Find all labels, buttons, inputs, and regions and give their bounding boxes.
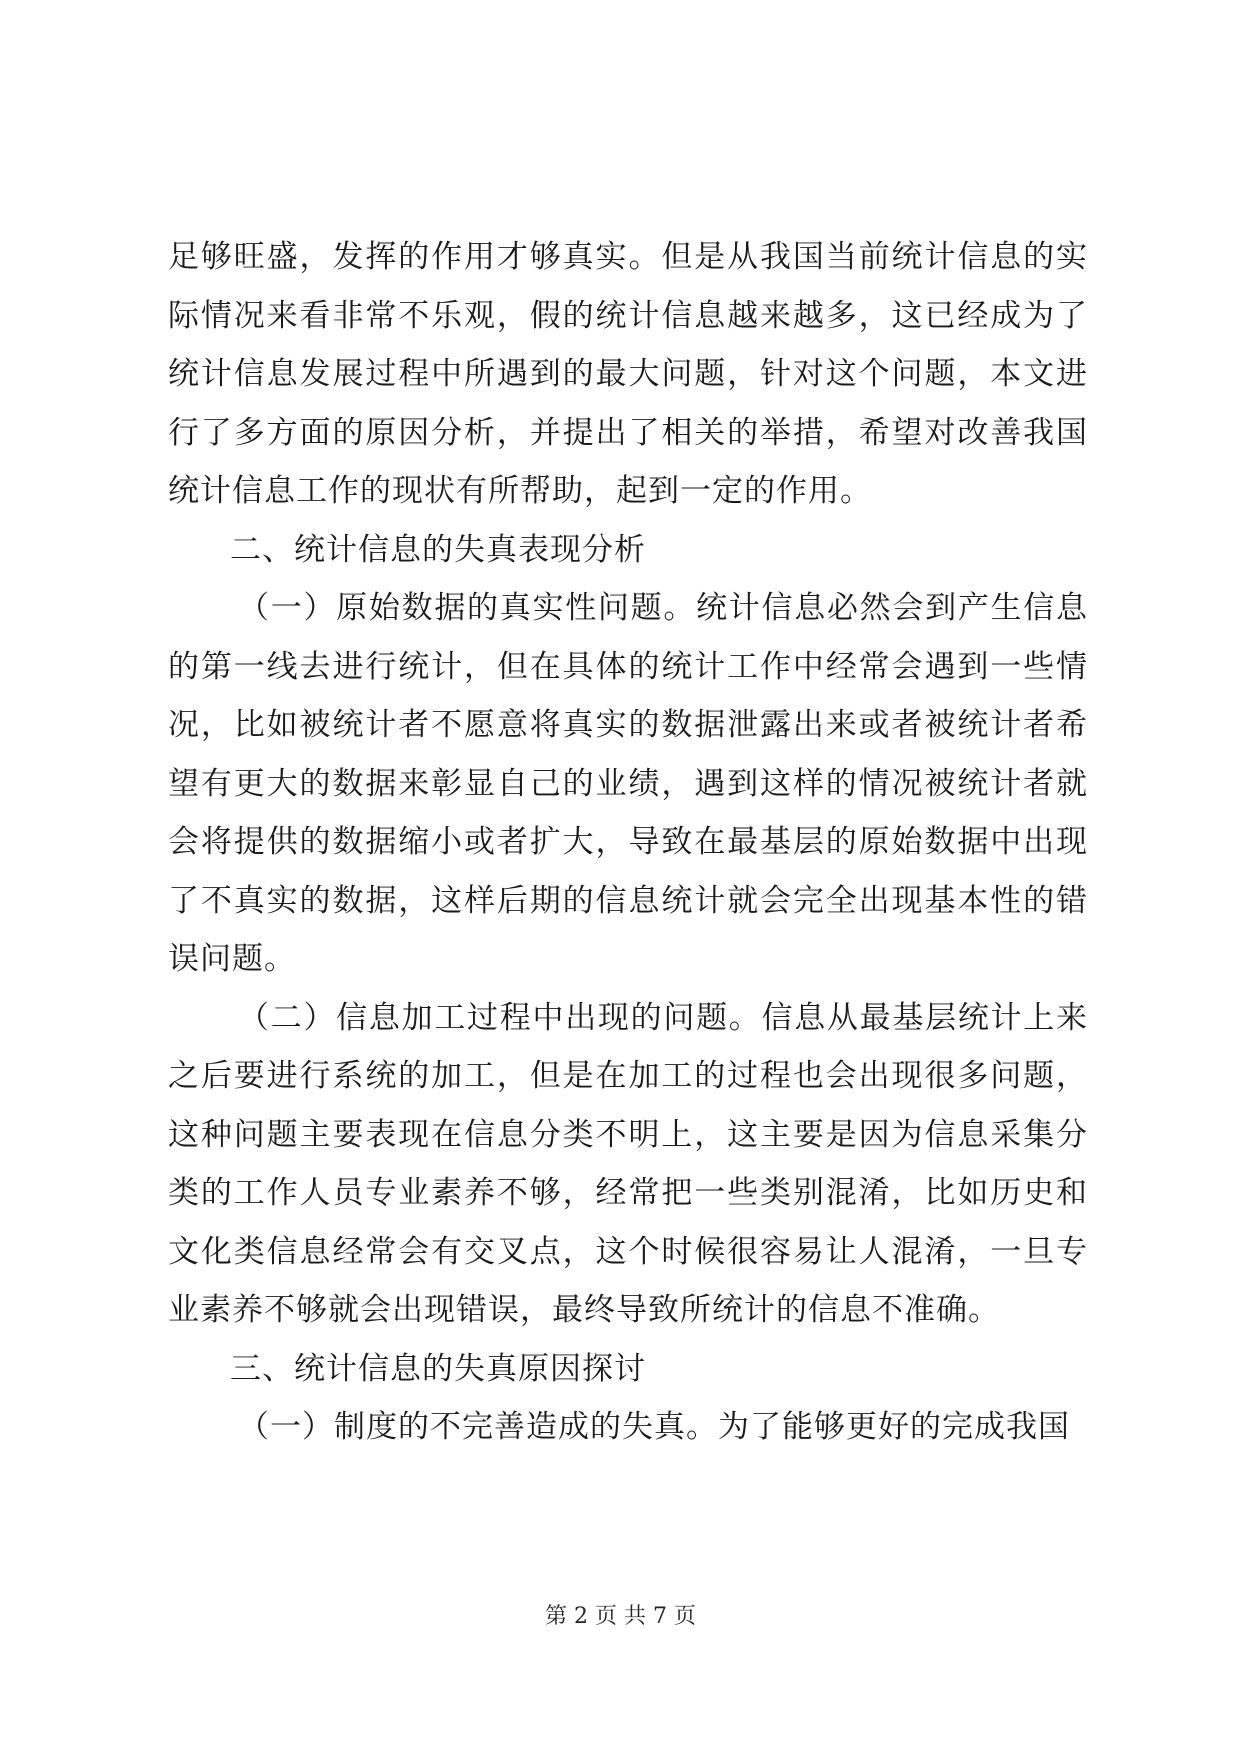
subsection-paragraph-2-1: （一）原始数据的真实性问题。统计信息必然会到产生信息的第一线去进行统计，但在具体的统计工作中经常会遇到一些情况，比如被统计者不愿意将真实的数据泄露出来或者被统计者希望有更大的数据来彰显自己的业绩，遇到这样的情况被统计者就会将提供的数据缩小或者扩大，导致在最基层的原始数据中出现了不真实的数据，这样后期的信息统计就会完全出现基本性的错误问题。 (168, 590, 1088, 977)
section-heading-2: 二、统计信息的失真表现分析 (230, 531, 646, 568)
document-body (168, 228, 1088, 1457)
subsection-paragraph-2-2: （二）信息加工过程中出现的问题。信息从最基层统计上来之后要进行系统的加工，但是在加工的过程也会出现很多问题，这种问题主要表现在信息分类不明上，这主要是因为信息采集分类的工作人员专业素养不够，经常把一些类别混淆，比如历史和文化类信息经常会有交叉点，这个时候很容易让人混淆，一旦专业素养不够就会出现错误，最终导致所统计的信息不准确。 (168, 999, 1088, 1328)
continuation-paragraph: 足够旺盛，发挥的作用才够真实。但是从我国当前统计信息的实际情况来看非常不乐观，假的统计信息越来越多，这已经成为了统计信息发展过程中所遇到的最大问题，针对这个问题，本文进行了多方面的原因分析，并提出了相关的举措，希望对改善我国统计信息工作的现状有所帮助，起到一定的作用。 (168, 239, 1088, 509)
subsection-paragraph-3-1: （一）制度的不完善造成的失真。为了能够更好的完成我国 (238, 1409, 1070, 1445)
page-number-footer: 第 2 页 共 7 页 (545, 1604, 696, 1629)
section-heading-3: 三、统计信息的失真原因探讨 (230, 1350, 646, 1387)
